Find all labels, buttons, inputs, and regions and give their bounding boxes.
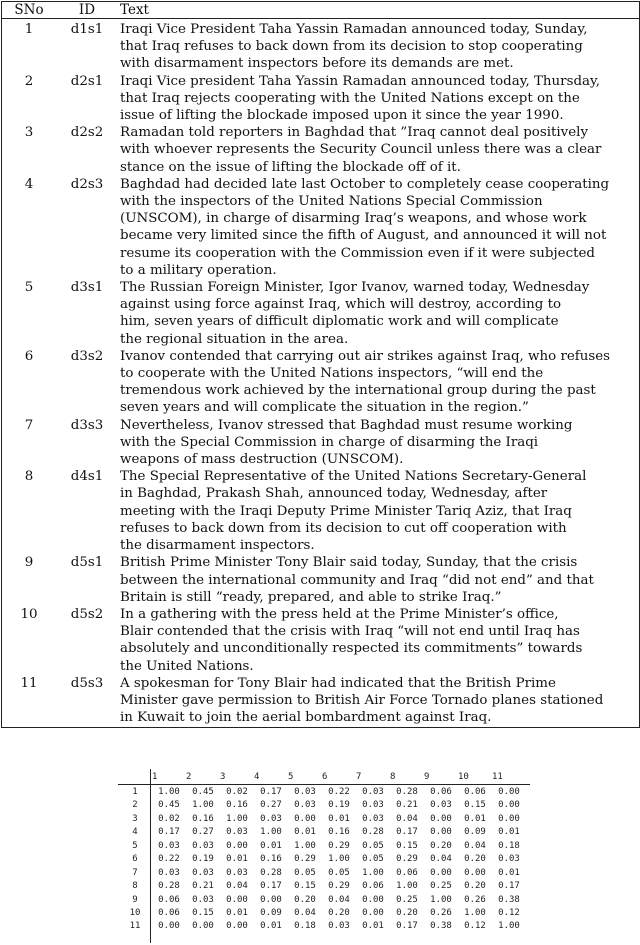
header-id: ID (78, 2, 96, 18)
matrix-column-label: 3 (220, 772, 226, 782)
matrix-cell: 0.09 (260, 907, 282, 918)
sentence-text-line: in Kuwait to join the aerial bombardment against Iraq. (120, 710, 492, 726)
sentence-id: d5s2 (70, 606, 104, 622)
matrix-cell: 0.06 (158, 894, 180, 905)
matrix-row-label: 1 (132, 787, 138, 797)
matrix-cell: 0.04 (328, 894, 350, 905)
matrix-cell: 0.03 (362, 787, 384, 797)
matrix-cell: 0.00 (498, 800, 520, 811)
matrix-cell: 0.00 (294, 813, 316, 824)
matrix-cell: 0.01 (464, 813, 486, 824)
matrix-column-headers (118, 770, 526, 784)
matrix-cell: 0.16 (328, 827, 350, 838)
sentence-text (118, 348, 639, 417)
matrix-cell: 0.00 (430, 813, 452, 824)
matrix-cell: 0.12 (464, 921, 486, 932)
sentence-text-line: absolutely and unconditionally respected its commitments” towards (120, 641, 583, 657)
sentence-text-line: The Russian Foreign Minister, Igor Ivanov, warned today, Wednesday (120, 280, 590, 296)
sentence-text-line: tremendous work achieved by the international group during the past (120, 383, 596, 399)
matrix-cell: 0.00 (226, 921, 248, 932)
matrix-cell: 0.26 (464, 894, 486, 905)
matrix-cell: 0.15 (396, 840, 418, 851)
matrix-cell: 0.27 (192, 827, 214, 838)
matrix-column-label: 4 (254, 772, 260, 782)
matrix-cell: 0.04 (226, 881, 248, 892)
matrix-cell: 0.04 (464, 840, 486, 851)
matrix-cell: 0.03 (362, 813, 384, 824)
matrix-cell: 0.01 (226, 854, 248, 865)
matrix-cell: 0.05 (328, 867, 350, 878)
matrix-cell: 0.05 (362, 840, 384, 851)
matrix-cell: 0.03 (294, 800, 316, 811)
matrix-cell: 0.15 (464, 800, 486, 811)
sentence-text-line: resume its cooperation with the Commission even if it were subjected (120, 245, 595, 261)
matrix-row (118, 786, 526, 799)
matrix-column-label: 11 (492, 772, 503, 782)
matrix-cell: 0.03 (226, 867, 248, 878)
matrix-cell: 0.22 (328, 787, 350, 797)
sentence-text-line: the disarmament inspectors. (120, 538, 315, 554)
matrix-row (118, 867, 526, 880)
matrix-row (118, 799, 526, 812)
sentence-row (2, 279, 639, 348)
matrix-cell: 0.01 (260, 921, 282, 932)
sentence-text-line: Blair contended that the crisis with Iraq “will not end until Iraq has (120, 624, 580, 640)
matrix-cell: 0.04 (294, 907, 316, 918)
matrix-cell: 0.21 (192, 881, 214, 892)
matrix-cell: 0.28 (260, 867, 282, 878)
sentence-text-line: weapons of mass destruction (UNSCOM). (120, 452, 404, 468)
matrix-cell: 0.22 (158, 854, 180, 865)
sentence-text (118, 124, 639, 176)
matrix-column-label: 2 (186, 772, 192, 782)
matrix-cell: 1.00 (226, 813, 248, 824)
matrix-cell: 0.09 (464, 827, 486, 838)
sentence-row (2, 124, 639, 176)
matrix-column-label: 9 (424, 772, 430, 782)
matrix-cell: 0.03 (294, 787, 316, 797)
sentence-text-line: The Special Representative of the United Nations Secretary-General (120, 469, 587, 485)
matrix-cell: 0.00 (260, 894, 282, 905)
sentence-text-line: Ivanov contended that carrying out air strikes against Iraq, who refuses (120, 348, 611, 364)
header-sno: SNo (14, 2, 44, 18)
sentence-text-line: (UNSCOM), in charge of disarming Iraq’s weapons, and whose work (120, 211, 587, 227)
sentence-sno: 2 (24, 73, 34, 89)
matrix-cell: 0.00 (362, 907, 384, 918)
matrix-cell: 0.05 (362, 854, 384, 865)
matrix-cell: 0.06 (158, 907, 180, 918)
matrix-cell: 0.03 (158, 867, 180, 878)
matrix-cell: 0.20 (294, 894, 316, 905)
matrix-cell: 1.00 (158, 787, 180, 797)
matrix-cell: 1.00 (464, 907, 486, 918)
matrix-cell: 0.28 (362, 827, 384, 838)
sentence-id: d5s3 (70, 675, 104, 691)
matrix-cell: 0.04 (396, 813, 418, 824)
matrix-cell: 0.01 (498, 827, 520, 838)
sentence-text-line: stance on the issue of lifting the blockade off of it. (120, 159, 461, 175)
sentence-id: d5s1 (70, 555, 104, 571)
matrix-cell: 1.00 (260, 827, 282, 838)
similarity-matrix (118, 770, 526, 934)
matrix-cell: 0.01 (328, 813, 350, 824)
sentence-text-line: that Iraq refuses to back down from its decision to stop cooperating (120, 39, 583, 55)
sentence-text-line: between the international community and Iraq “did not end” and that (120, 572, 594, 588)
matrix-cell: 0.16 (192, 813, 214, 824)
sentence-id: d2s1 (70, 73, 104, 89)
matrix-cell: 0.29 (396, 854, 418, 865)
matrix-cell: 0.17 (260, 787, 282, 797)
sentence-text-line: British Prime Minister Tony Blair said today, Sunday, that the crisis (120, 555, 578, 571)
sentence-text-line: Britain is still “ready, prepared, and able to strike Iraq.” (120, 589, 502, 605)
matrix-column-label: 7 (356, 772, 362, 782)
sentence-text (118, 606, 639, 675)
sentence-id: d3s2 (70, 348, 104, 364)
matrix-cell: 0.02 (226, 787, 248, 797)
sentence-text (118, 554, 639, 606)
header-text: Text (120, 2, 149, 18)
matrix-cell: 0.45 (192, 787, 214, 797)
sentence-row (2, 675, 639, 727)
matrix-cell: 0.01 (294, 827, 316, 838)
matrix-row-label: 8 (132, 881, 138, 892)
matrix-cell: 0.19 (192, 854, 214, 865)
matrix-cell: 0.26 (430, 907, 452, 918)
sentence-row (2, 606, 639, 675)
matrix-cell: 0.21 (396, 800, 418, 811)
matrix-cell: 0.20 (464, 854, 486, 865)
matrix-cell: 0.16 (260, 854, 282, 865)
matrix-cell: 0.00 (430, 827, 452, 838)
matrix-cell: 0.25 (430, 881, 452, 892)
matrix-cell: 0.03 (192, 867, 214, 878)
matrix-cell: 0.00 (226, 894, 248, 905)
sentence-row (2, 417, 639, 469)
matrix-cell: 0.29 (294, 854, 316, 865)
sentence-sno: 5 (24, 280, 34, 296)
matrix-cell: 0.03 (158, 840, 180, 851)
matrix-cell: 0.04 (430, 854, 452, 865)
sentence-text-line: Iraqi Vice President Taha Yassin Ramadan announced today, Sunday, (120, 22, 588, 37)
matrix-cell: 0.29 (328, 881, 350, 892)
matrix-cell: 0.20 (464, 881, 486, 892)
matrix-cell: 0.06 (362, 881, 384, 892)
matrix-row (118, 920, 526, 933)
sentence-text-line: against using force against Iraq, which will destroy, according to (120, 297, 562, 313)
matrix-cell: 0.05 (294, 867, 316, 878)
matrix-cell: 0.06 (430, 787, 452, 797)
matrix-row-label: 3 (132, 813, 138, 824)
sentence-text (118, 675, 639, 727)
matrix-row-label: 2 (132, 800, 138, 811)
matrix-row (118, 813, 526, 826)
matrix-column-label: 5 (288, 772, 294, 782)
sentence-text-line: refuses to back down from its decision to cut off cooperation with (120, 520, 567, 536)
matrix-cell: 1.00 (396, 881, 418, 892)
matrix-cell: 0.20 (328, 907, 350, 918)
sentence-text-line: Ramadan told reporters in Baghdad that ”Iraq cannot deal positively (120, 125, 589, 141)
sentence-text (118, 279, 639, 348)
matrix-cell: 0.28 (396, 787, 418, 797)
matrix-cell: 0.15 (294, 881, 316, 892)
matrix-cell: 0.16 (226, 800, 248, 811)
matrix-cell: 0.17 (158, 827, 180, 838)
sentence-text-line: with disarmament inspectors before its demands are met. (120, 56, 514, 72)
matrix-cell: 0.00 (464, 867, 486, 878)
matrix-row-label: 11 (129, 921, 141, 932)
sentence-text-line: with whoever represents the Security Council unless there was a clear (120, 142, 602, 158)
sentence-id: d2s2 (70, 125, 104, 141)
sentence-sno: 9 (24, 555, 34, 571)
sentence-text (118, 73, 639, 125)
matrix-row-label: 4 (132, 827, 138, 838)
matrix-cell: 0.17 (396, 921, 418, 932)
matrix-cell: 0.01 (226, 907, 248, 918)
matrix-cell: 0.20 (430, 840, 452, 851)
sentence-table (1, 1, 640, 728)
matrix-cell: 0.00 (226, 840, 248, 851)
sentence-text-line: Minister gave permission to British Air Force Tornado planes stationed (120, 692, 604, 708)
matrix-cell: 0.03 (226, 827, 248, 838)
matrix-cell: 0.01 (362, 921, 384, 932)
matrix-cell: 0.03 (362, 800, 384, 811)
matrix-row (118, 840, 526, 853)
sentence-sno: 1 (24, 22, 34, 37)
sentence-sno: 4 (24, 176, 34, 192)
sentence-text-line: in Baghdad, Prakash Shah, announced today, Wednesday, after (120, 486, 548, 502)
sentence-text-line: to a military operation. (120, 262, 277, 278)
matrix-cell: 0.03 (260, 813, 282, 824)
matrix-row (118, 907, 526, 920)
matrix-cell: 0.17 (498, 881, 520, 892)
matrix-cell: 0.00 (498, 787, 520, 797)
matrix-row-label: 6 (132, 854, 138, 865)
matrix-cell: 0.03 (192, 894, 214, 905)
matrix-row (118, 880, 526, 893)
matrix-cell: 0.28 (158, 881, 180, 892)
matrix-row (118, 853, 526, 866)
matrix-cell: 0.02 (158, 813, 180, 824)
matrix-row-label: 7 (132, 867, 138, 878)
sentence-text-line: became very limited since the fifth of August, and announced it will not (120, 228, 607, 244)
matrix-cell: 1.00 (362, 867, 384, 878)
sentence-text-line: meeting with the Iraqi Deputy Prime Minister Tariq Aziz, that Iraq (120, 503, 572, 519)
matrix-row-label: 5 (132, 840, 138, 851)
matrix-cell: 0.15 (192, 907, 214, 918)
matrix-cell: 0.03 (192, 840, 214, 851)
matrix-cell: 1.00 (430, 894, 452, 905)
sentence-row (2, 73, 639, 125)
sentence-row (2, 176, 639, 279)
sentence-text-line: with the inspectors of the United Nations Special Commission (120, 194, 543, 210)
sentence-sno: 11 (20, 675, 38, 691)
sentence-text (118, 417, 639, 469)
matrix-cell: 0.00 (498, 813, 520, 824)
sentence-text-line: Iraqi Vice president Taha Yassin Ramadan announced today, Thursday, (120, 73, 601, 89)
matrix-cell: 1.00 (328, 854, 350, 865)
matrix-cell: 0.06 (396, 867, 418, 878)
matrix-cell: 1.00 (498, 921, 520, 932)
matrix-cell: 0.03 (430, 800, 452, 811)
sentence-sno: 7 (24, 417, 34, 433)
sentence-sno: 8 (24, 469, 34, 485)
sentence-sno: 6 (24, 348, 34, 364)
matrix-cell: 0.00 (158, 921, 180, 932)
matrix-cell: 0.03 (328, 921, 350, 932)
matrix-column-label: 10 (458, 772, 469, 782)
sentence-row (2, 554, 639, 606)
sentence-sno: 3 (24, 125, 34, 141)
matrix-cell: 0.00 (362, 894, 384, 905)
sentence-text-line: seven years and will complicate the situation in the region.” (120, 400, 529, 416)
sentence-text (118, 176, 639, 279)
matrix-body (118, 786, 526, 934)
sentence-id: d3s3 (70, 417, 104, 433)
sentence-text-line: issue of lifting the blockade imposed upon it since the year 1990. (120, 108, 564, 124)
matrix-cell: 0.38 (430, 921, 452, 932)
matrix-cell: 0.03 (498, 854, 520, 865)
sentence-row (2, 21, 639, 73)
matrix-row (118, 826, 526, 839)
sentence-text-line: A spokesman for Tony Blair had indicated that the British Prime (120, 675, 556, 691)
sentence-text-line: Nevertheless, Ivanov stressed that Baghdad must resume working (120, 417, 573, 433)
sentence-text-line: In a gathering with the press held at the Prime Minister’s office, (120, 606, 559, 622)
matrix-cell: 0.45 (158, 800, 180, 811)
matrix-cell: 0.38 (498, 894, 520, 905)
matrix-cell: 0.17 (396, 827, 418, 838)
sentence-text-line: with the Special Commission in charge of disarming the Iraqi (120, 434, 539, 450)
matrix-column-label: 1 (152, 772, 158, 782)
matrix-cell: 0.00 (192, 921, 214, 932)
sentence-text-line: him, seven years of difficult diplomatic work and will complicate (120, 314, 559, 330)
sentence-table-body (2, 19, 639, 727)
sentence-text-line: to cooperate with the United Nations inspectors, “will end the (120, 366, 544, 382)
sentence-sno: 10 (20, 606, 38, 622)
matrix-cell: 0.18 (294, 921, 316, 932)
matrix-cell: 0.27 (260, 800, 282, 811)
sentence-row (2, 348, 639, 417)
matrix-cell: 0.01 (498, 867, 520, 878)
matrix-column-label: 8 (390, 772, 396, 782)
matrix-cell: 1.00 (294, 840, 316, 851)
matrix-cell: 0.29 (328, 840, 350, 851)
sentence-id: d3s1 (70, 280, 104, 296)
matrix-cell: 0.18 (498, 840, 520, 851)
matrix-cell: 0.20 (396, 907, 418, 918)
sentence-row (2, 468, 639, 554)
matrix-cell: 1.00 (192, 800, 214, 811)
matrix-column-label: 6 (322, 772, 328, 782)
matrix-cell: 0.06 (464, 787, 486, 797)
sentence-text-line: Baghdad had decided late last October to completely cease cooperating (120, 176, 610, 192)
matrix-cell: 0.00 (430, 867, 452, 878)
sentence-id: d2s3 (70, 176, 104, 192)
sentence-id: d4s1 (70, 469, 104, 485)
matrix-cell: 0.25 (396, 894, 418, 905)
sentence-text-line: the United Nations. (120, 658, 254, 674)
sentence-text (118, 468, 639, 554)
sentence-table-header (2, 2, 639, 19)
matrix-cell: 0.12 (498, 907, 520, 918)
matrix-row-label: 9 (132, 894, 138, 905)
matrix-row (118, 894, 526, 907)
sentence-text (118, 21, 639, 73)
sentence-text-line: that Iraq rejects cooperating with the United Nations except on the (120, 90, 580, 106)
matrix-row-label: 10 (129, 907, 141, 918)
sentence-id: d1s1 (70, 22, 104, 37)
sentence-text-line: the regional situation in the area. (120, 331, 349, 347)
matrix-cell: 0.01 (260, 840, 282, 851)
matrix-cell: 0.19 (328, 800, 350, 811)
matrix-cell: 0.17 (260, 881, 282, 892)
